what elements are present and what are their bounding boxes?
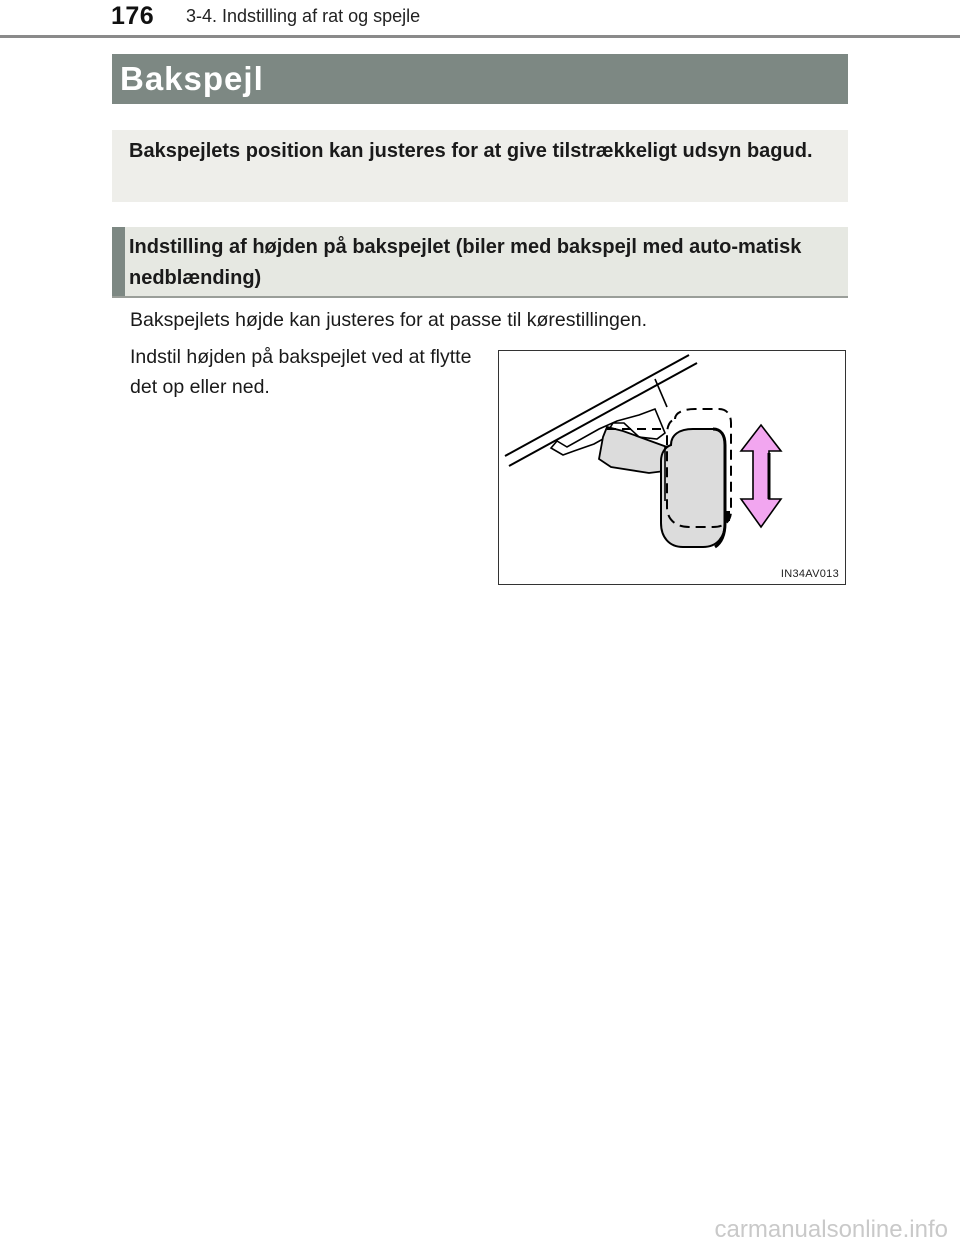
section-title: Bakspejl [120,60,264,97]
figure-code: IN34AV013 [780,568,839,580]
subheading-accent [112,227,125,296]
chapter-title: 3-4. Indstilling af rat og spejle [186,6,421,26]
body-paragraph-1: Bakspejlets højde kan justeres for at passe til kørestillingen. [130,309,647,331]
body-paragraph-2: Indstil højden på bakspejlet ved at flytte det op eller ned. [130,346,472,398]
header-rule [0,35,960,38]
mirror-illustration [498,350,846,585]
mirror-body [661,429,725,547]
subheading-box [112,227,848,298]
section-title-bar [112,54,848,104]
mirror-illustration-svg [499,351,845,584]
intro-text: Bakspejlets position kan justeres for at give tilstrækkeligt udsyn bagud. [129,140,813,162]
page-header [0,0,960,36]
intro-box [112,130,848,202]
subheading-text: Indstilling af højden på bakspejlet (biler med bakspejl med auto-matisk nedblænding) [129,236,802,289]
page-number: 176 [111,2,155,30]
up-down-arrow-icon [741,425,781,527]
watermark: carmanualsonline.info [714,1216,948,1243]
